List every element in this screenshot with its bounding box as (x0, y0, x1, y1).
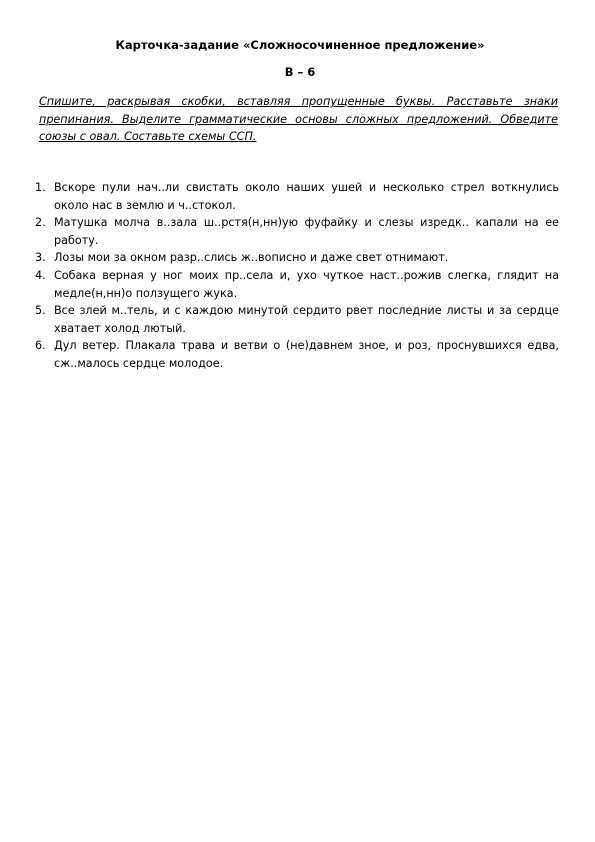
task-text: Матушка молча в..зала ш..рстя(н,нн)ую фуфайку и слезы изредк.. капали на ее работу. (54, 216, 559, 247)
task-text: Вскоре пули нач..ли свистать около наших ушей и несколько стрел воткнулись около нас в землю и ч..стокол. (54, 181, 559, 212)
task-number: 3. (35, 251, 46, 265)
task-number: 2. (35, 216, 46, 230)
task-item (35, 302, 559, 337)
task-item (35, 214, 559, 249)
task-text: Лозы мои за окном разр..слись ж..вописно и даже свет отнимают. (54, 251, 449, 265)
task-instruction: Спишите, раскрывая скобки, вставляя пропущенные буквы. Расставьте знаки препинания. Выделите грамматические основы сложных предложений. Обведите союзы с овал. Составьте схемы ССП. (39, 95, 558, 143)
task-item (35, 249, 559, 267)
task-number: 6. (35, 339, 46, 353)
variant-label: В – 6 (284, 65, 316, 79)
task-text: Дул ветер. Плакала трава и ветви о (не)давнем зное, и роз, проснувшихся едва, сж..малось сердце молодое. (54, 339, 559, 370)
task-item (35, 267, 559, 302)
task-item (35, 337, 559, 372)
task-number: 4. (35, 268, 46, 282)
document-title: Карточка-задание «Сложносочиненное предложение» (115, 38, 485, 52)
task-text: Собака верная у ног моих пр..села и, ухо чуткое наст..рожив слегка, глядит на медле(н,нн)о ползущего жука. (54, 268, 559, 300)
task-number: 1. (35, 181, 46, 194)
task-number: 5. (35, 304, 46, 318)
task-text: Все злей м..тель, и с каждою минутой сердито рвет последние листы и за сердце хватает холод лютый. (54, 304, 559, 335)
task-item (35, 179, 559, 214)
task-list (35, 179, 559, 373)
